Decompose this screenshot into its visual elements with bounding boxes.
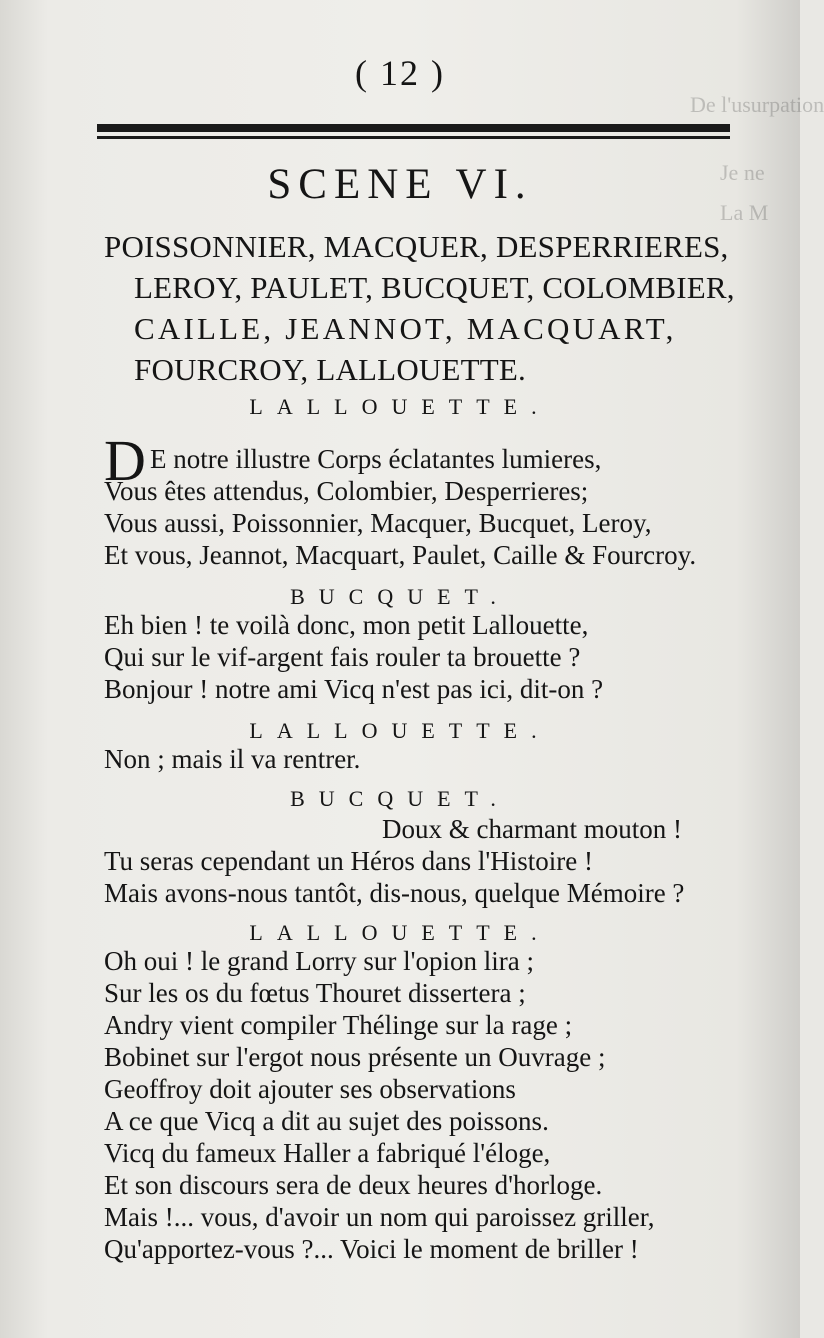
verse-line: Vous aussi, Poissonnier, Macquer, Bucquet, Leroy, [104, 508, 652, 538]
show-through: Je ne [720, 160, 765, 185]
cast-list [104, 226, 744, 390]
show-through: De l'usurpation [690, 92, 824, 117]
scene-title: SCENE VI. [267, 161, 533, 208]
speaker-name: BUCQUET. [290, 786, 510, 811]
verse-line: Sur les os du fœtus Thouret dissertera ; [104, 978, 526, 1008]
verse-line: Tu seras cependant un Héros dans l'Histoire ! [104, 846, 594, 876]
verse-line: Et vous, Jeannot, Macquart, Paulet, Caille & Fourcroy. [104, 540, 697, 570]
verse-line: Eh bien ! te voilà donc, mon petit Lallouette, [104, 610, 589, 640]
verse-line: Vous êtes attendus, Colombier, Desperrieres; [104, 476, 589, 506]
speaker-name: LALLOUETTE. [249, 394, 551, 419]
verse-line: Qu'apportez-vous ?... Voici le moment de briller ! [104, 1234, 639, 1264]
header-rule [97, 124, 730, 142]
verse-line: Bobinet sur l'ergot nous présente un Ouvrage ; [104, 1042, 606, 1072]
verse-line: Geoffroy doit ajouter ses observations [104, 1074, 516, 1104]
verse-line: E notre illustre Corps éclatantes lumieres, [150, 444, 602, 474]
verse-line: Bonjour ! notre ami Vicq n'est pas ici, dit-on ? [104, 674, 604, 704]
verse-line: Vicq du fameux Haller a fabriqué l'éloge, [104, 1138, 551, 1168]
verse-line: Mais avons-nous tantôt, dis-nous, quelque Mémoire ? [104, 878, 685, 908]
verse-line: Non ; mais il va rentrer. [104, 744, 361, 774]
page-number: ( 12 ) [355, 53, 445, 93]
cast-line: POISSONNIER, MACQUER, DESPERRIERES, [104, 229, 729, 264]
speaker-name: LALLOUETTE. [249, 718, 551, 743]
verse-line: Doux & charmant mouton ! [382, 814, 682, 844]
verse-line: Mais !... vous, d'avoir un nom qui paroissez griller, [104, 1202, 655, 1232]
verse-line: Oh oui ! le grand Lorry sur l'opion lira ; [104, 946, 535, 976]
verse-line: Qui sur le vif-argent fais rouler ta brouette ? [104, 642, 581, 672]
verse-line: A ce que Vicq a dit au sujet des poissons. [104, 1106, 549, 1136]
show-through: La M [720, 200, 769, 225]
speaker-name: BUCQUET. [290, 584, 510, 609]
cast-line: FOURCROY, LALLOUETTE. [134, 352, 526, 387]
cast-line: CAILLE, JEANNOT, MACQUART, [134, 311, 677, 346]
verse-line: Et son discours sera de deux heures d'horloge. [104, 1170, 603, 1200]
cast-line: LEROY, PAULET, BUCQUET, COLOMBIER, [134, 270, 735, 305]
speaker-name: LALLOUETTE. [249, 920, 551, 945]
verse-line: Andry vient compiler Thélinge sur la rage ; [104, 1010, 573, 1040]
drop-cap: D [104, 428, 146, 493]
